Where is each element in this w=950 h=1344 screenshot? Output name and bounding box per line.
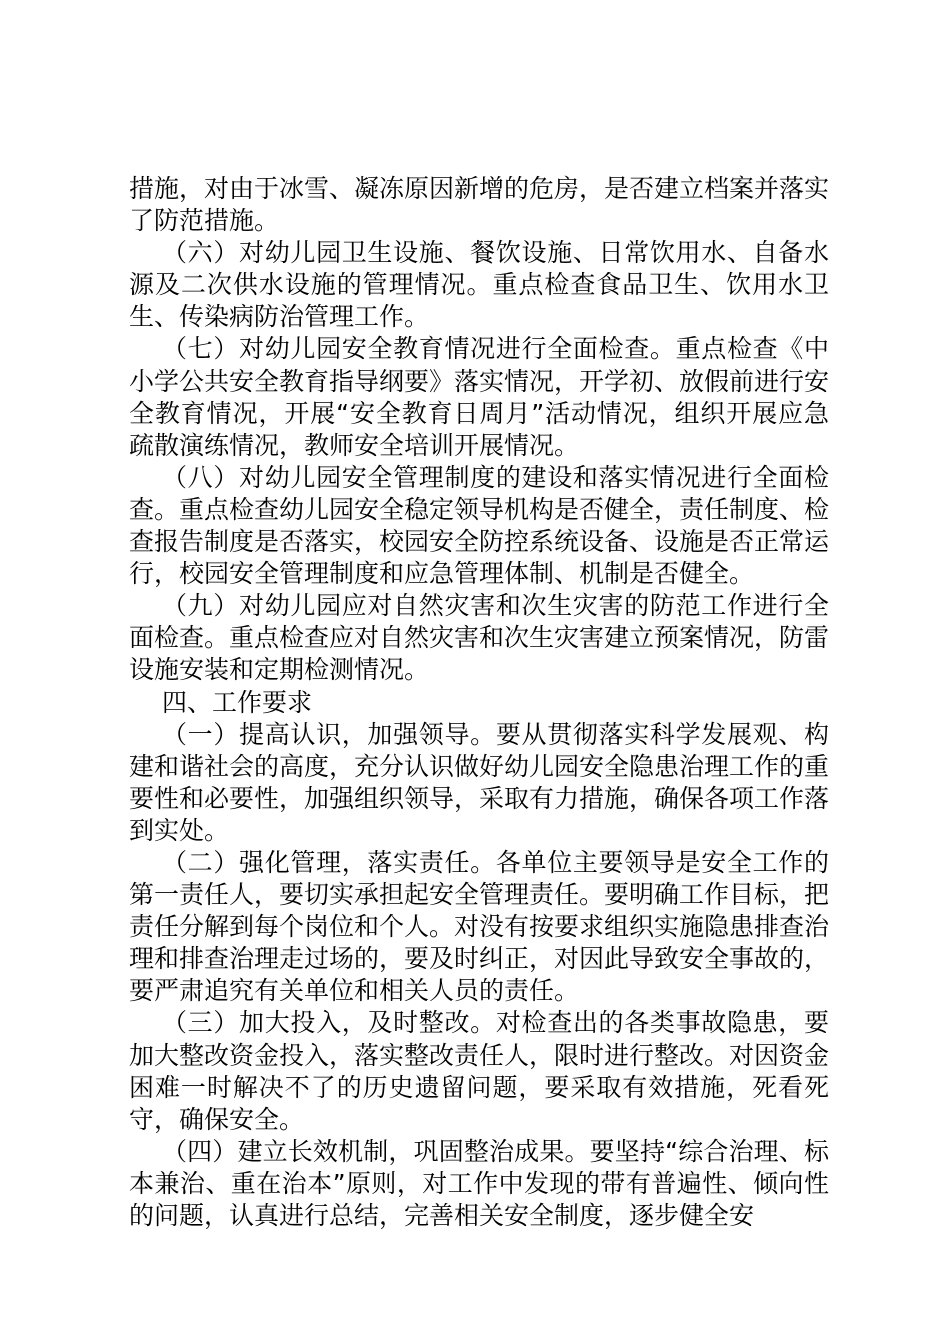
paragraph-req-4: （四）建立长效机制，巩固整治成果。要坚持“综合治理、标本兼治、重在治本”原则，对工作中发现的带有普遍性、倾向性的问题，认真进行总结，完善相关安全制度，逐步健全安 — [129, 1136, 829, 1230]
document-body — [129, 173, 829, 1232]
section-heading: 四、工作要求 — [162, 687, 313, 717]
paragraph-item-6: （六）对幼儿园卫生设施、餐饮设施、日常饮用水、自备水源及二次供水设施的管理情况。重点检查食品卫生、饮用水卫生、传染病防治管理工作。 — [129, 238, 829, 332]
paragraph-req-1: （一）提高认识，加强领导。要从贯彻落实科学发展观、构建和谐社会的高度，充分认识做好幼儿园安全隐患治理工作的重要性和必要性，加强组织领导，采取有力措施，确保各项工作落到实处。 — [129, 719, 830, 845]
paragraph-item-9: （九）对幼儿园应对自然灾害和次生灾害的防范工作进行全面检查。重点检查应对自然灾害和次生灾害建立预案情况，防雷设施安装和定期检测情况。 — [129, 591, 830, 685]
paragraph-req-3: （三）加大投入，及时整改。对检查出的各类事故隐患，要加大整改资金投入，落实整改责任人，限时进行整改。对因资金困难一时解决不了的历史遗留问题，要采取有效措施，死看死守，确保安全。 — [129, 1008, 830, 1134]
paragraph-item-7: （七）对幼儿园安全教育情况进行全面检查。重点检查《中小学公共安全教育指导纲要》落实情况，开学初、放假前进行安全教育情况，开展“安全教育日周月”活动情况，组织开展应急疏散演练情况，教师安全培训开展情况。 — [129, 334, 830, 460]
paragraph-continuation: 措施，对由于冰雪、凝冻原因新增的危房，是否建立档案并落实了防范措施。 — [129, 174, 830, 236]
paragraph-item-8: （八）对幼儿园安全管理制度的建设和落实情况进行全面检查。重点检查幼儿园安全稳定领导机构是否健全，责任制度、检查报告制度是否落实，校园安全防控系统设备、设施是否正常运行，校园安全管理制度和应急管理体制、机制是否健全。 — [129, 462, 830, 589]
paragraph-req-2: （二）强化管理，落实责任。各单位主要领导是安全工作的第一责任人，要切实承担起安全管理责任。要明确工作目标，把责任分解到每个岗位和个人。对没有按要求组织实施隐患排查治理和排查治理走过场的，要及时纠正，对因此导致安全事故的，要严肃追究有关单位和相关人员的责任。 — [129, 847, 830, 1006]
